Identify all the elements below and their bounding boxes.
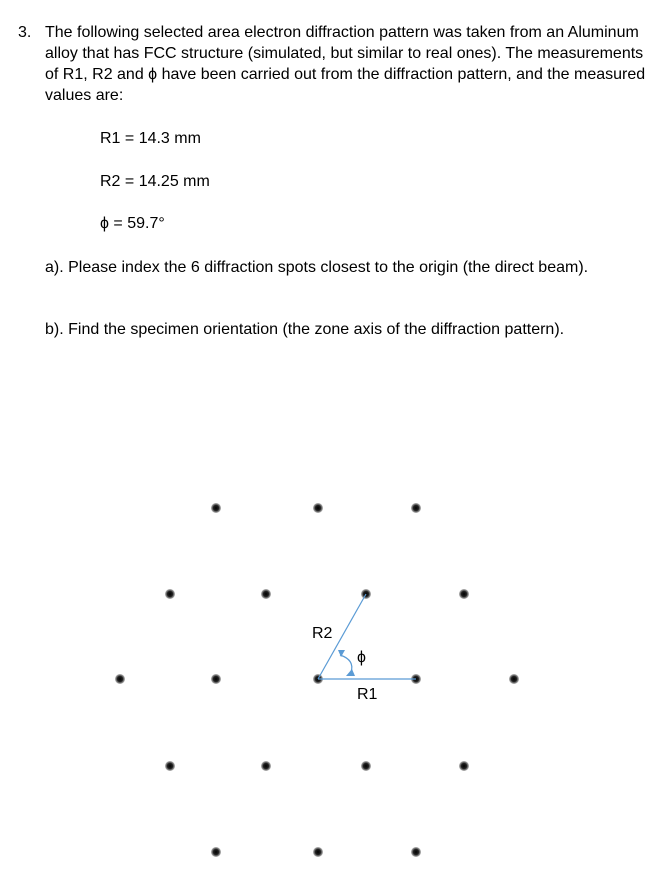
measurement-r2: R2 = 14.25 mm	[100, 173, 210, 190]
diffraction-spot	[261, 761, 271, 771]
diffraction-spot	[115, 674, 125, 684]
label-r2: R2	[312, 625, 333, 642]
diffraction-spot	[211, 847, 221, 857]
diffraction-spot	[211, 674, 221, 684]
diffraction-spot	[313, 503, 323, 513]
phi-angle-arc	[340, 655, 352, 672]
diffraction-spot	[361, 761, 371, 771]
diffraction-spot	[165, 589, 175, 599]
measurement-r1: R1 = 14.3 mm	[100, 130, 201, 147]
diffraction-spot	[411, 847, 421, 857]
diffraction-spot	[459, 761, 469, 771]
diffraction-spot	[509, 674, 519, 684]
diffraction-spot	[165, 761, 175, 771]
part-b-text: b). Find the specimen orientation (the zone axis of the diffraction pattern).	[45, 321, 565, 338]
diffraction-spot	[459, 589, 469, 599]
question-number: 3.	[18, 24, 32, 41]
question-text: The following selected area electron diffraction pattern was taken from an Aluminum alloy that has FCC structure (simulated, but similar to real ones). The measurements of R1, R2 and ϕ have been carried out from the diffraction pattern, and the measured values are:	[45, 24, 646, 104]
measurement-phi: ϕ = 59.7°	[100, 215, 165, 232]
diffraction-spot	[261, 589, 271, 599]
label-r1: R1	[357, 686, 378, 703]
phi-arrowhead-icon	[346, 669, 355, 676]
part-a-text: a). Please index the 6 diffraction spots closest to the origin (the direct beam).	[45, 259, 589, 276]
diffraction-spot	[313, 847, 323, 857]
diffraction-spot	[411, 503, 421, 513]
diffraction-spot	[211, 503, 221, 513]
diffraction-spots	[115, 503, 519, 857]
label-phi: ϕ	[357, 649, 366, 666]
